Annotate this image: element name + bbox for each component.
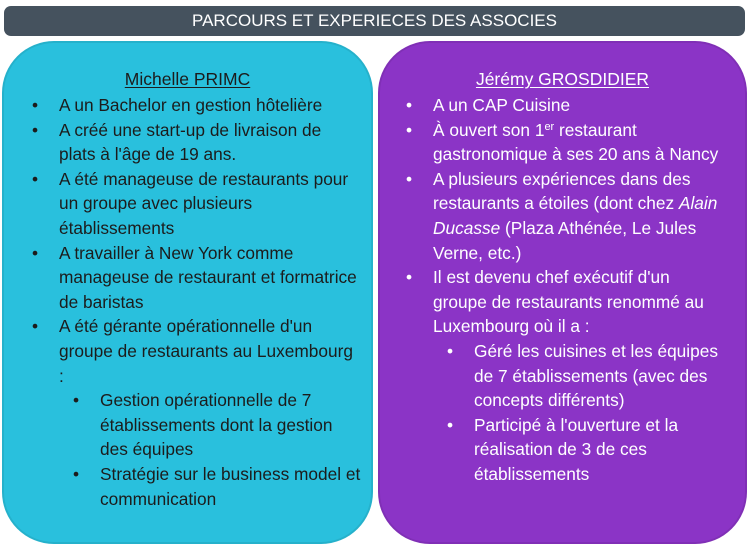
associate-card-michelle (2, 41, 373, 544)
list-item: • A un CAP Cuisine (406, 93, 726, 118)
list-item: • A un Bachelor en gestion hôtelière (32, 93, 362, 118)
experience-list (406, 93, 726, 487)
list-item-text: À ouvert son 1 (433, 119, 545, 140)
sub-list-item: • Participé à l'ouverture et la réalisation de 3 de ces établissements (433, 413, 726, 487)
list-item: • A travailler à New York comme manageuse de restaurant et formatrice de baristas (32, 241, 362, 315)
list-item-text: restaurant gastronomique à ses 20 ans à Nancy (433, 119, 719, 165)
list-item-with-subitems (406, 265, 726, 486)
page-title: PARCOURS ET EXPERIECES DES ASSOCIES (192, 11, 557, 30)
list-item-text: (Plaza Athénée, Le Jules Verne, etc.) (433, 217, 697, 263)
list-item: • A été manageuse de restaurants pour un groupe avec plusieurs établissements (32, 167, 362, 241)
experience-list (32, 93, 362, 511)
associate-name: Jérémy GROSDIDIER (475, 69, 650, 89)
list-item-text: Il est devenu chef exécutif d'un groupe de restaurants renommé au Luxembourg où il a : (433, 267, 704, 337)
superscript: er (544, 120, 555, 133)
sub-list (433, 339, 726, 487)
associate-card-jeremy (378, 41, 747, 544)
list-item-with-subitems (32, 314, 362, 511)
emphasized-name: Alain Ducasse (433, 193, 718, 238)
associate-name: Michelle PRIMC (124, 69, 251, 89)
sub-list-item: • Géré les cuisines et les équipes de 7 établissements (avec des concepts différents) (433, 339, 726, 413)
sub-list (59, 388, 362, 511)
list-item (406, 167, 726, 265)
sub-list-item: • Gestion opérationnelle de 7 établissements dont la gestion des équipes (59, 388, 362, 462)
sub-list-item: • Stratégie sur le business model et communication (59, 462, 362, 511)
list-item-text: A plusieurs expériences dans des restaurants a étoiles (dont chez (433, 168, 691, 214)
list-item-text: A été gérante opérationnelle d'un groupe de restaurants au Luxembourg : (59, 316, 353, 386)
title-bar (4, 6, 745, 36)
list-item (406, 118, 726, 167)
list-item: • A créé une start-up de livraison de plats à l'âge de 19 ans. (32, 118, 362, 167)
